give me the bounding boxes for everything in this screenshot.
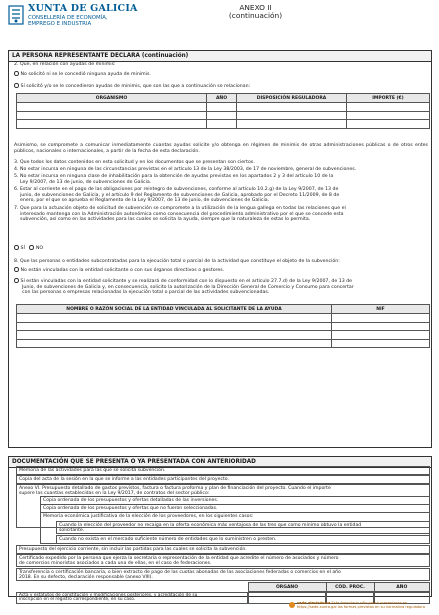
table-row[interactable]	[17, 331, 430, 340]
commitment-text: Asimismo, se compromete a comunicar inmediatamente cuantas ayudas solicite y/o obtenga en régimen de minimis de otras administraciones públicas o de otros entes públicos, nacionales o internacionales, a partir de la fecha de esta declaración.	[14, 143, 428, 154]
table-row[interactable]	[17, 103, 430, 112]
table-row[interactable]	[17, 322, 430, 331]
minimis-option-yes[interactable]: Sí solicitó y/o se le concedieron ayudas de minimis, que son las que a continuación se relacionan:	[14, 83, 250, 90]
minimis-option-no[interactable]: No solicitó ni se le concedió ninguna ayuda de minimis.	[14, 71, 151, 78]
subdoc-3[interactable]: Memoria económica justificativa de la elección de los proveedores, en los siguientes casos:	[40, 512, 430, 544]
table-row[interactable]	[17, 314, 430, 323]
linked-entities-table: NOMBRE O RAZÓN SOCIAL DE LA ENTIDAD VINCULADA AL SOLICITANTE DE LA AYUDA NIF	[16, 304, 430, 348]
footer-note: sede electrónica Este formulario sólo podrá presentarse en https://sede.xunta.gal las formas previstas en su normativa reguladora	[297, 601, 425, 610]
section-title: LA PERSONA REPRESENTANTE DECLARA (continuación)	[9, 51, 431, 62]
org-name: XUNTA DE GALICIA	[28, 3, 138, 14]
p6: 6. Estar al corriente en el pago de las obligaciones por reintegro de subvenciones, conforme al artículo 10.2.g) de la Ley 9/2007, de 13 de junio, de subvenciones de Galicia, y el artículo 9 del Reglamento de subvenciones de Galicia, aprobado por el Decreto 11/2009, de 8 de enero, por el que se aprueba el Reglamento de la Ley 9/2007, de 13 de junio, de subvenciones de Galicia.	[14, 187, 340, 204]
table-row[interactable]	[17, 339, 430, 348]
p7: 7. Que para la actuación objeto de solicitud de subvención se compromete a la utilización de la lengua gallega en todas las relaciones que el interesado mantenga con la Administración autonómica como consecuencia del procedimiento administrativo por el que se concede esta subvención, así como en las actividades para las cuales se solicita la ayuda, siempre que la naturaleza de estas lo permita.	[14, 206, 346, 223]
section-title: DOCUMENTACIÓN QUE SE PRESENTA O YA PRESENTADA CON ANTERIORIDAD	[9, 457, 431, 468]
annex-title: ANEXO II (continuación)	[228, 3, 283, 21]
doc-acta-sesion[interactable]: Copia del acta de la sesión en la que se informe a las entidades participantes del proyecto.	[16, 475, 430, 484]
subcontract-option-no[interactable]: No están vinculadas con la entidad solicitante o con sus órganos directivos o gestores.	[14, 267, 224, 274]
doc-memoria[interactable]: Memoria de las actividades para las que se solicita subvención.	[16, 466, 430, 475]
subdoc-3b[interactable]: Cuando no exista en el mercado suficiente número de entidades que lo suministren o presten.	[56, 535, 430, 544]
doc-presupuesto[interactable]: Presupuesto del ejercicio corriente, sin incluir las partidas para las cuales se solicita la subvención.	[16, 545, 430, 554]
table-row[interactable]	[17, 111, 430, 120]
conselleria-name: CONSELLERÍA DE ECONOMÍA, EMPREGO E INDUSTRIA	[28, 15, 108, 28]
subcontract-option-yes[interactable]: Sí están vinculadas con la entidad solicitante y se realizará de conformidad con lo dispuesto en el artículo 27.7.d) de la Ley 9/2007, de 13 de Junio, de subvenciones de Galicia y, en consecuencia, solicito la autorización de la Dirección General de Comercio y Consumo para concertar con las personas o empresas relacionadas la ejecución total o parcial de las actividades subvencionadas.	[14, 278, 354, 296]
subdoc-1[interactable]: Copia ordenada de los presupuestos y ofertas detalladas de las inversiones.	[40, 496, 430, 505]
minimis-table: ORGANISMO AÑO DISPOSICIÓN REGULADORA IMPORTE (€)	[16, 93, 430, 129]
table-row[interactable]	[17, 120, 430, 129]
doc-certificado[interactable]: Certificado expedido por la persona que ejerza la secretaría o representación de la entidad que acredite el número de asociados y número de comercios minoristas asociados a cada una de ellas, en el caso de federaciones.	[16, 554, 430, 567]
p4: 4. No estar incursa en ninguna de las circunstancias previstas en el artículo 13 de la Ley 38/2003, de 17 de noviembre, general de subvenciones.	[14, 167, 357, 172]
q2-text: 2. Que, en relación con ayudas de minimis:	[14, 62, 116, 67]
doc-transferencia[interactable]: Transferencia o certificación bancaria, o bien extracto de pago de las cuotas abonadas de las asociaciones federadas o comercios en el año 2018. En su defecto, declaración responsable (anexo VIII).	[16, 568, 430, 581]
p8: 8. Que las personas o entidades subcontratadas para la ejecución total o parcial de la actividad que constituye el objeto de la subvención:	[14, 259, 340, 264]
subdoc-3a[interactable]: Cuando la elección del proveedor no recaiga en la oferta económica más ventajosa de las tres que como mínimo obtuvo la entidad solicitante.	[56, 521, 430, 534]
doc-anexo-vi[interactable]: Anexo VI. Presupuesto detallado de gastos previstos, factura o factura proforma y plan de financiación del proyecto. Cuando el importe supere las cuantías establecidas en la Ley 9/2017, de contratos del sector público:	[16, 484, 430, 528]
subdoc-2[interactable]: Copia ordenada de los presupuestos y ofertas que no fueron seleccionadas.	[40, 504, 430, 513]
p5: 5. No estar incursa en ninguna clase de inhabilitación para la obtención de ayudas previstas en los apartados 2 y 3 del artículo 10 de la Ley 9/2007, de 13 de junio, de subvenciones de Galicia.	[14, 174, 334, 185]
sede-electronica-icon	[289, 602, 295, 608]
doc-acta-estatutos[interactable]: Acta y estatutos de constitución y modificaciones posteriores, y acreditación de su inscripción en el registro correspondiente, en su caso.	[16, 592, 248, 604]
prior-docs-table: ÓRGANO CÓD. PROC. AÑO	[16, 582, 430, 592]
yes-no-options[interactable]: SÍ NO	[14, 245, 43, 252]
p3: 3. Que todos los datos contenidos en esta solicitud y en los documentos que se presentan son ciertos.	[14, 160, 255, 165]
